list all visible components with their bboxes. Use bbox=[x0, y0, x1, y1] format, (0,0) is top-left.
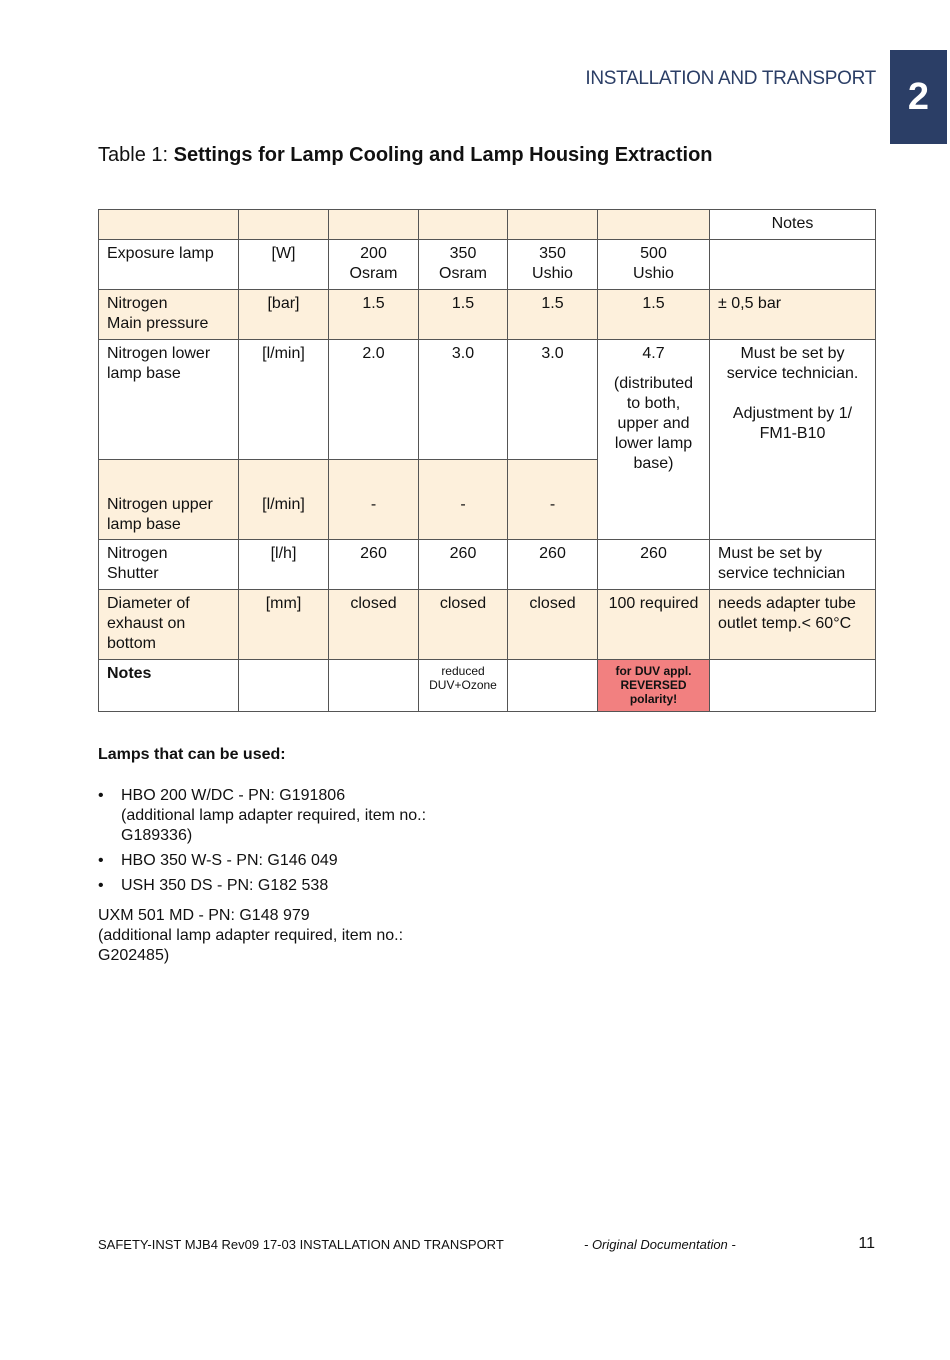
row-label: Exposure lamp bbox=[99, 240, 239, 290]
value-cell: - bbox=[419, 460, 508, 540]
chapter-number-tab bbox=[890, 50, 947, 144]
note-cell: reduced DUV+Ozone bbox=[419, 660, 508, 712]
page-number: 11 bbox=[858, 1235, 875, 1252]
caption-prefix: Table 1: bbox=[98, 144, 174, 166]
value-cell: closed bbox=[419, 590, 508, 660]
list-item: • USH 350 DS - PN: G182 538 bbox=[98, 877, 329, 894]
table-row-nitrogen-shutter bbox=[99, 540, 876, 590]
table-header-row bbox=[99, 210, 876, 240]
table-cell bbox=[710, 660, 876, 712]
row-unit: [W] bbox=[239, 240, 329, 290]
value-cell: 100 required bbox=[598, 590, 710, 660]
row-label: Nitrogen lower lamp base bbox=[99, 340, 239, 460]
row-unit: [mm] bbox=[239, 590, 329, 660]
value-cell: 260 bbox=[419, 540, 508, 590]
value-cell: 1.5 bbox=[329, 290, 419, 340]
table-row-notes bbox=[99, 660, 876, 712]
table-cell bbox=[710, 240, 876, 290]
row-unit: [bar] bbox=[239, 290, 329, 340]
bullet-icon: • bbox=[98, 877, 104, 894]
table-cell bbox=[508, 210, 598, 240]
value-cell: 260 bbox=[508, 540, 598, 590]
value-cell: 3.0 bbox=[419, 340, 508, 460]
value-cell: 1.5 bbox=[598, 290, 710, 340]
bullet-icon: • bbox=[98, 852, 104, 869]
lamp-col-4: 500 Ushio bbox=[598, 240, 710, 290]
row-label: Nitrogen Shutter bbox=[99, 540, 239, 590]
value-cell: closed bbox=[508, 590, 598, 660]
list-item: • HBO 200 W/DC - PN: G191806 (additional lamp adapter required, item no.: G189336) bbox=[98, 787, 427, 844]
lamps-heading: Lamps that can be used: bbox=[98, 746, 286, 763]
table-row-nitrogen-lower bbox=[99, 340, 876, 460]
merged-flow-cell: 4.7 (distributed to both, upper and lower lamp base) bbox=[598, 340, 710, 540]
chapter-header-title: INSTALLATION AND TRANSPORT bbox=[585, 68, 876, 89]
value-cell: 1.5 bbox=[508, 290, 598, 340]
value-cell: 260 bbox=[329, 540, 419, 590]
row-unit: [l/min] bbox=[239, 340, 329, 460]
caption-title: Settings for Lamp Cooling and Lamp Housing Extraction bbox=[173, 144, 713, 166]
row-label: Diameter of exhaust on bottom bbox=[99, 590, 239, 660]
value-cell: - bbox=[508, 460, 598, 540]
note-cell: ± 0,5 bar bbox=[710, 290, 876, 340]
table-cell bbox=[239, 210, 329, 240]
lamp-col-3: 350 Ushio bbox=[508, 240, 598, 290]
lamp-col-2: 350 Osram bbox=[419, 240, 508, 290]
table-cell bbox=[329, 210, 419, 240]
note-cell: Must be set by service technician bbox=[710, 540, 876, 590]
row-unit: [l/h] bbox=[239, 540, 329, 590]
lamp-col-1: 200 Osram bbox=[329, 240, 419, 290]
table-cell bbox=[598, 210, 710, 240]
footer-original-documentation: - Original Documentation - bbox=[584, 1237, 736, 1252]
row-label: Notes bbox=[99, 660, 239, 712]
table-row-exposure-lamp bbox=[99, 240, 876, 290]
table-row-diameter bbox=[99, 590, 876, 660]
row-label: Nitrogen Main pressure bbox=[99, 290, 239, 340]
lamp-extra-note: UXM 501 MD - PN: G148 979 (additional lamp adapter required, item no.: G202485) bbox=[98, 907, 404, 964]
row-unit: [l/min] bbox=[239, 460, 329, 540]
table-cell bbox=[239, 660, 329, 712]
table-row-nitrogen-main bbox=[99, 290, 876, 340]
merged-note-cell: Must be set by service technician. Adjustment by 1/ FM1-B10 bbox=[710, 340, 876, 540]
row-label: Nitrogen upper lamp base bbox=[99, 460, 239, 540]
table-caption bbox=[98, 144, 713, 167]
duv-warning-cell: for DUV appl. REVERSED polarity! bbox=[598, 660, 710, 712]
table-cell bbox=[329, 660, 419, 712]
list-item: • HBO 350 W-S - PN: G146 049 bbox=[98, 852, 338, 869]
settings-table bbox=[98, 209, 876, 712]
table-cell bbox=[419, 210, 508, 240]
footer-doc-id: SAFETY-INST MJB4 Rev09 17-03 INSTALLATION AND TRANSPORT bbox=[98, 1237, 504, 1252]
value-cell: closed bbox=[329, 590, 419, 660]
chapter-number: 2 bbox=[907, 75, 930, 118]
table-cell bbox=[99, 210, 239, 240]
header-notes-cell: Notes bbox=[710, 210, 876, 240]
lamp-list bbox=[98, 786, 498, 901]
note-cell: needs adapter tube outlet temp.< 60°C bbox=[710, 590, 876, 660]
value-cell: - bbox=[329, 460, 419, 540]
value-cell: 3.0 bbox=[508, 340, 598, 460]
value-cell: 1.5 bbox=[419, 290, 508, 340]
value-cell: 260 bbox=[598, 540, 710, 590]
table-cell bbox=[508, 660, 598, 712]
value-cell: 2.0 bbox=[329, 340, 419, 460]
bullet-icon: • bbox=[98, 787, 104, 804]
